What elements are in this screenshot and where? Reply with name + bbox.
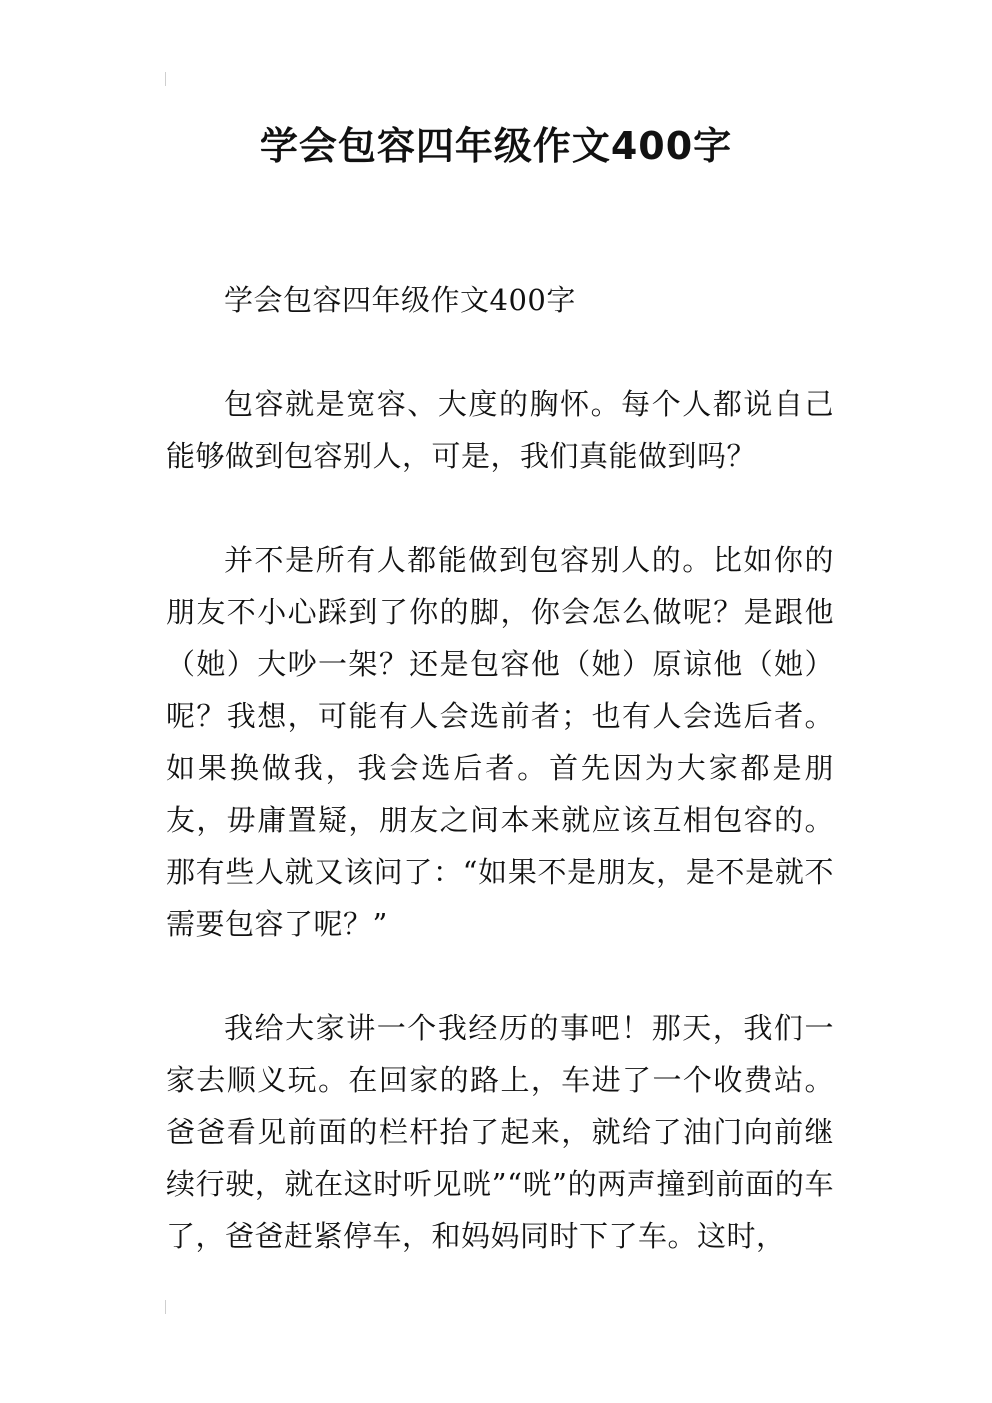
page-corner-mark-top (165, 72, 166, 86)
document-body (166, 274, 834, 1314)
paragraph-2: 并不是所有人都能做到包容别人的。比如你的朋友不小心踩到了你的脚，你会怎么做呢？是跟他（她）大吵一架？还是包容他（她）原谅他（她）呢？我想，可能有人会选前者；也有人会选后者。如果换做我，我会选后者。首先因为大家都是朋友，毋庸置疑，朋友之间本来就应该互相包容的。那有些人就又该问了：“如果不是朋友，是不是就不需要包容了呢？” (166, 543, 834, 941)
document-subtitle: 学会包容四年级作文400字 (224, 283, 576, 317)
paragraph-1: 包容就是宽容、大度的胸怀。每个人都说自己能够做到包容别人，可是，我们真能做到吗？ (166, 387, 834, 473)
page-corner-mark-bottom (165, 1300, 166, 1314)
paragraph-3: 我给大家讲一个我经历的事吧！那天，我们一家去顺义玩。在回家的路上，车进了一个收费站。爸爸看见前面的栏杆抬了起来，就给了油门向前继续行驶，就在这时听见咣”“咣”的两声撞到前面的车了，爸爸赶紧停车，和妈妈同时下了车。这时， (166, 1011, 834, 1253)
document-title: 学会包容四年级作文400字 (259, 124, 733, 168)
